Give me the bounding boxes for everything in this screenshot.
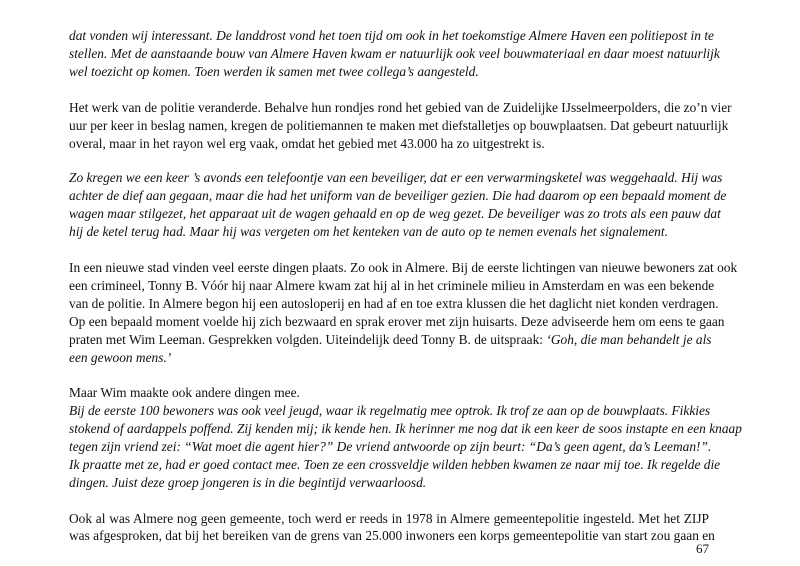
text-line: achter de dief aan gegaan, maar die had het uniform van de beveiliger gezien. Die had daarom op een bepaald moment de (69, 188, 727, 203)
text-line: van de politie. In Almere begon hij een autosloperij en had af en toe extra klussen die het daglicht niet konden verdragen. (69, 296, 719, 311)
text-line: wel toezicht op komen. Toen werden ik samen met twee collega’s aangesteld. (69, 64, 479, 79)
text-segment: praten met Wim Leeman. Gesprekken volgden. Uiteindelijk deed Tonny B. de uitspraak: (69, 332, 547, 347)
text-line (69, 331, 712, 348)
text-line: Ook al was Almere nog geen gemeente, toch werd er reeds in 1978 in Almere gemeentepolitie ingesteld. Met het ZIJP (69, 511, 709, 526)
page-number: 67 (696, 541, 709, 556)
text-line: overal, maar in het rayon wel erg vaak, omdat het gebied met 43.000 ha zo uitgestrekt is. (69, 136, 545, 151)
text-line: Ik praatte met ze, had er goed contact mee. Toen ze een crossveldje wilden hebben kwamen ze naar mij toe. Ik regelde die (69, 457, 721, 472)
text-line: een crimineel, Tonny B. Vóór hij naar Almere kwam zat hij al in het criminele milieu in Amsterdam en was een bekende (69, 278, 715, 293)
text-line: Op een bepaald moment voelde hij zich bezwaard en sprak erover met zijn huisarts. Deze adviseerde hem om eens te gaan (69, 314, 725, 329)
text-line: hij de ketel terug had. Maar hij was vergeten om het kenteken van de auto op te nemen evenals het signalement. (69, 224, 668, 239)
text-line: dat vonden wij interessant. De landdrost vond het toen tijd om ook in het toekomstige Almere Haven een politiepost in te (69, 28, 714, 43)
text-line: dingen. Juist deze groep jongeren is in die begintijd verwaarloosd. (69, 475, 427, 490)
text-line: Maar Wim maakte ook andere dingen mee. (69, 385, 300, 400)
text-line: In een nieuwe stad vinden veel eerste dingen plaats. Zo ook in Almere. Bij de eerste lichtingen van nieuwe bewoners zat ook (69, 260, 738, 275)
text-line: Het werk van de politie veranderde. Behalve hun rondjes rond het gebied van de Zuidelijke IJsselmeerpolders, die zo’n vier (69, 100, 732, 115)
text-line: tegen zijn vriend zei: “Wat moet die agent hier?” De vriend antwoorde op zijn beurt: “Da’s geen agent, da’s Leeman!”. (69, 439, 712, 454)
text-line: was afgesproken, dat bij het bereiken van de grens van 25.000 inwoners een korps gemeentepolitie van start zou gaan en (69, 528, 715, 543)
text-line: wagen maar stilgezet, het apparaat uit de wagen gehaald en op de weg gezet. De beveiliger was zo trots als een pauw dat (69, 206, 721, 221)
text-line: Bij de eerste 100 bewoners was ook veel jeugd, waar ik regelmatig mee optrok. Ik trof ze aan op de bouwplaats. Fikkies (69, 403, 711, 418)
text-line: een gewoon mens.’ (69, 350, 172, 365)
text-line: stellen. Met de aanstaande bouw van Almere Haven kwam er natuurlijk ook veel bouwmateriaal en daar moest natuurlijk (69, 46, 720, 61)
text-line: uur per keer in beslag namen, kregen de politiemannen te maken met diefstalletjes op bouwplaatsen. Dat gebeurt natuurlijk (69, 118, 729, 133)
quote-segment: ‘Goh, die man behandelt je als (546, 332, 712, 347)
text-line: stokend of aardappels poffend. Zij kenden mij; ik kende hen. Ik herinner me nog dat ik een keer de soos instapte en een knaap (69, 421, 742, 436)
text-line: Zo kregen we een keer ’s avonds een telefoontje van een beveiliger, dat er een verwarmingsketel was weggehaald. Hij was (69, 170, 723, 185)
